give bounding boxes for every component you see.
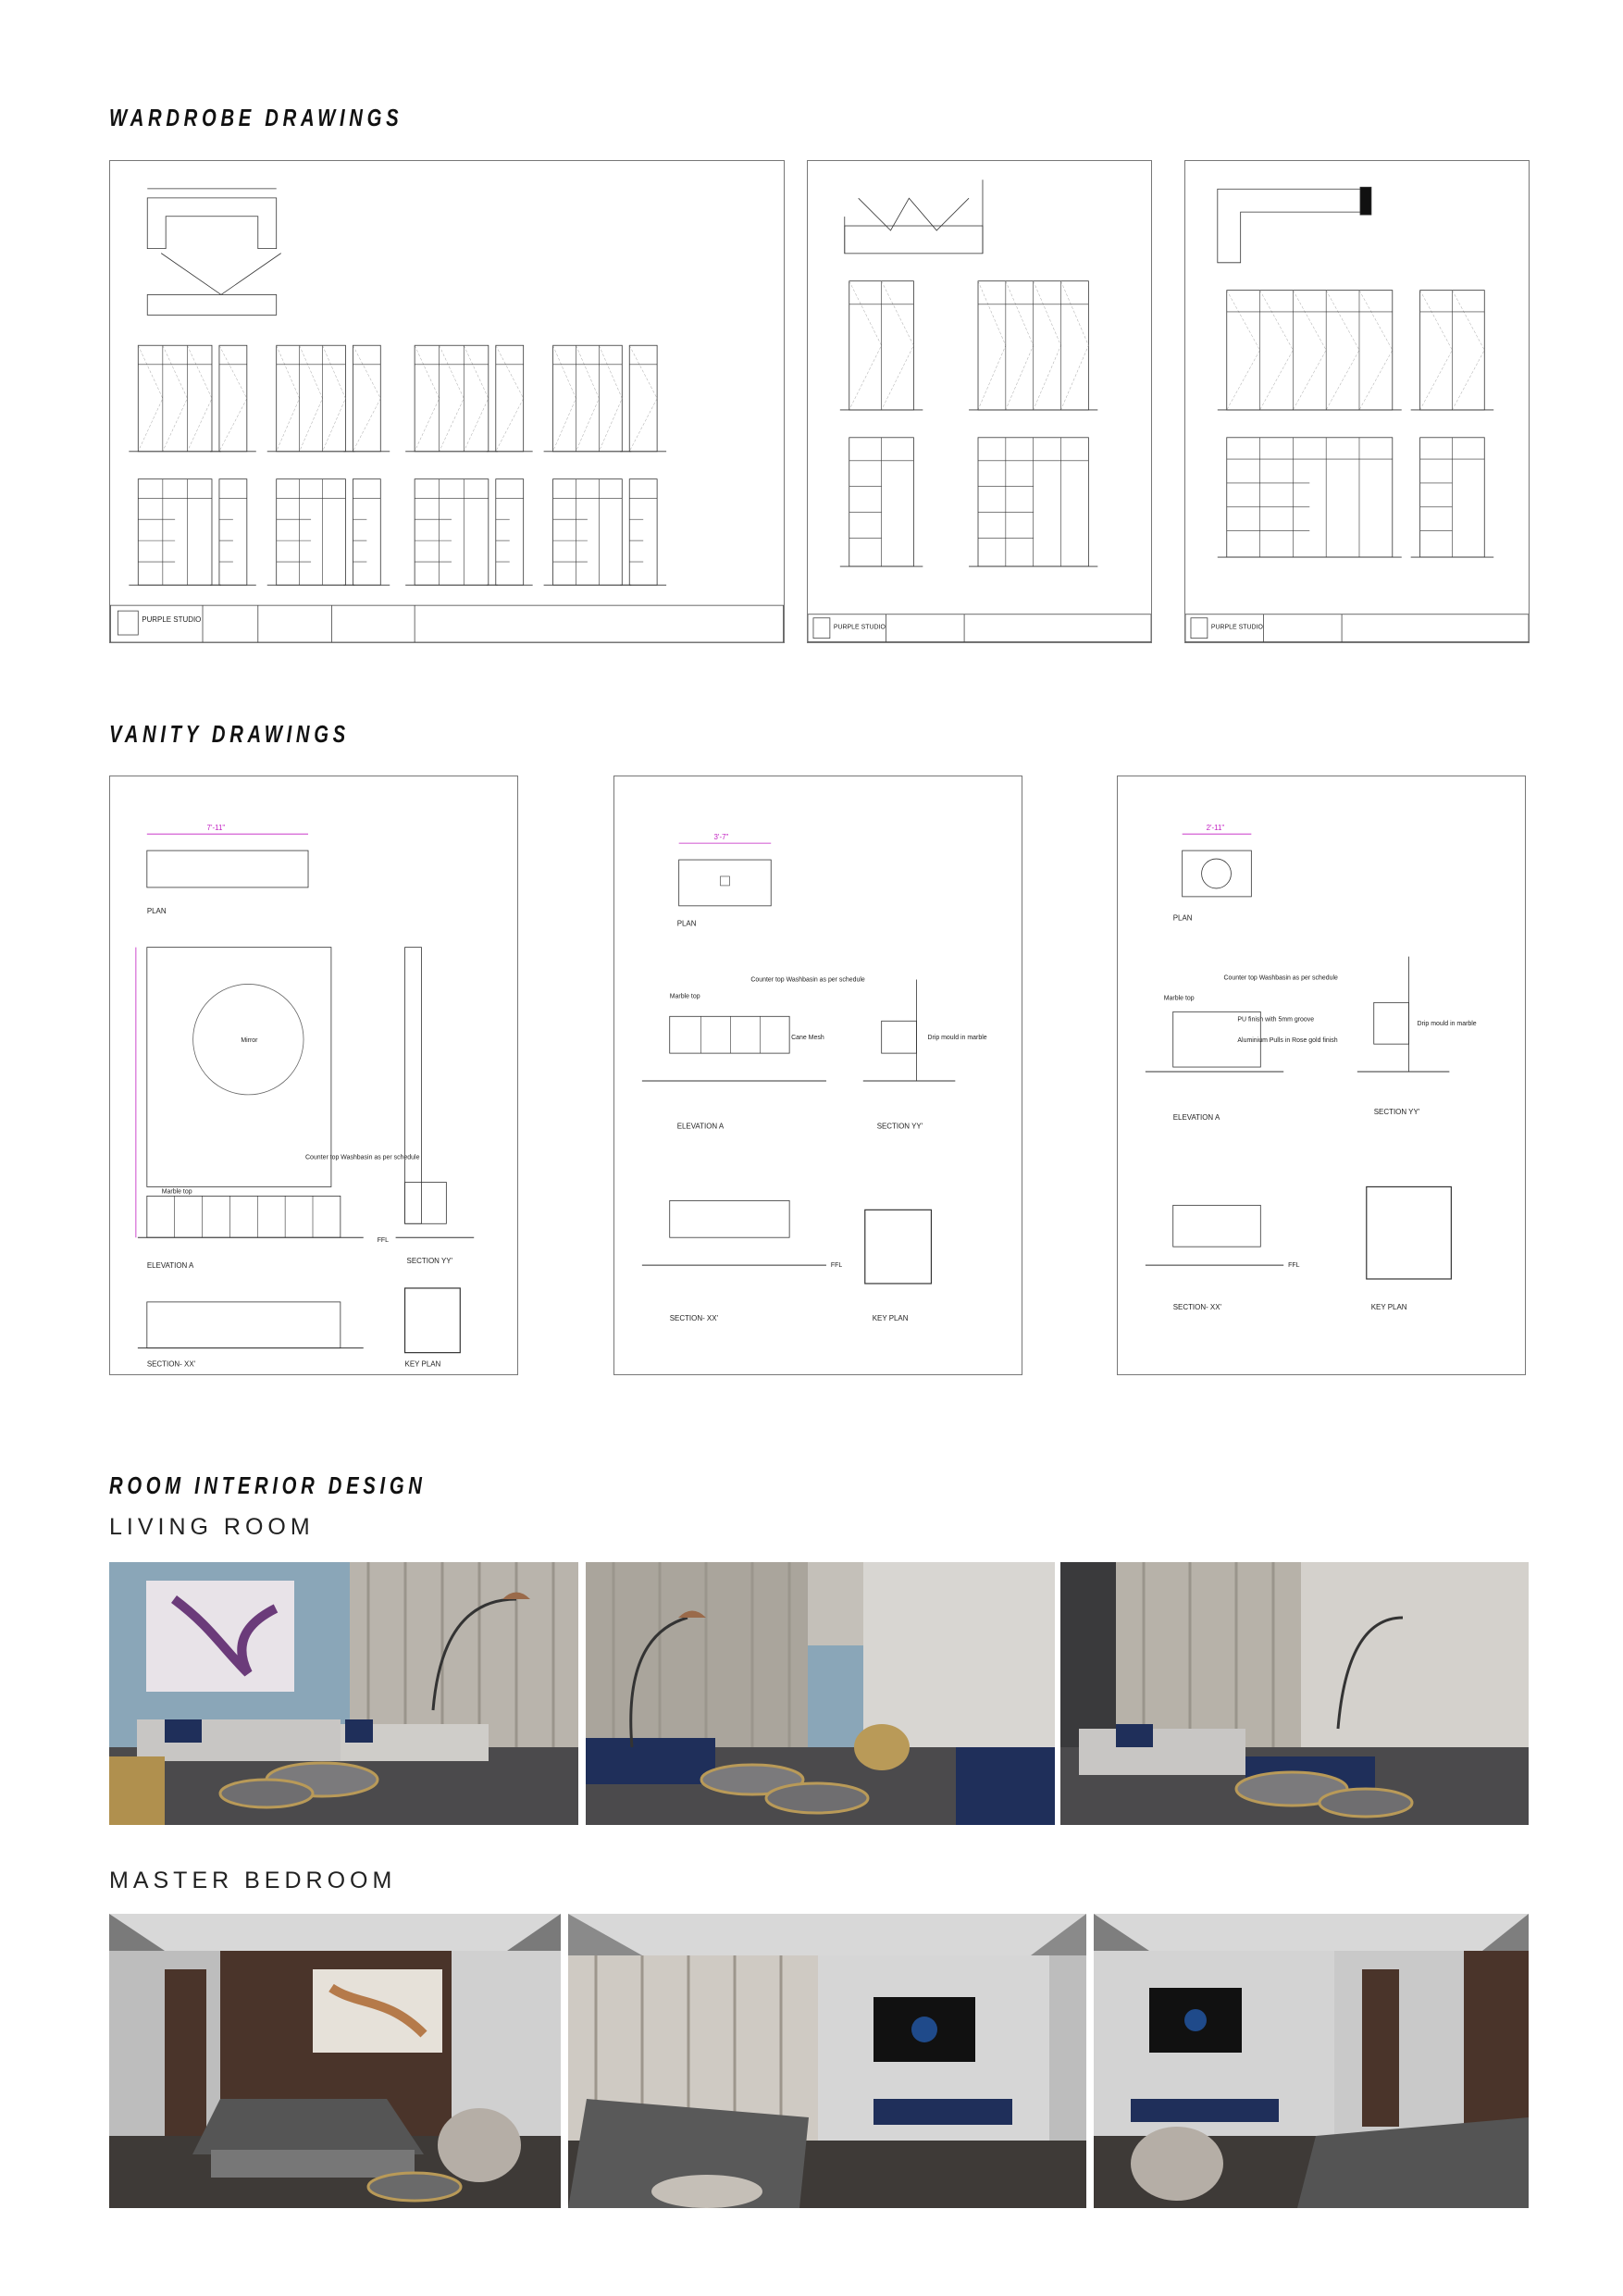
vanity3-section-yy-label: SECTION YY' — [1373, 1107, 1420, 1116]
vanity1-section-yy-label: SECTION YY' — [406, 1257, 453, 1266]
vanity-drawing-1 — [110, 776, 517, 1374]
titleblock-studio: PURPLE STUDIO — [833, 624, 886, 631]
vanity1-section-xx-label: SECTION- XX' — [146, 1359, 196, 1369]
living-room-render-1 — [109, 1562, 578, 1825]
vanity2-note-drip: Drip mould in marble — [927, 1035, 987, 1042]
section-title-wardrobe: WARDROBE DRAWINGS — [109, 104, 403, 131]
wardrobe-sheet-3 — [1184, 160, 1530, 643]
vanity3-note-marble: Marble top — [1163, 995, 1195, 1002]
vanity-sheet-3 — [1117, 776, 1526, 1375]
vanity1-note-washbasin: Counter top Washbasin as per schedule — [305, 1154, 420, 1161]
vanity-sheet-1 — [109, 776, 518, 1375]
vanity3-key-plan-label: KEY PLAN — [1370, 1302, 1407, 1311]
titleblock-studio: PURPLE STUDIO — [1210, 624, 1263, 631]
vanity3-note-washbasin: Counter top Washbasin as per schedule — [1223, 974, 1338, 982]
bedroom-render-2 — [568, 1914, 1086, 2208]
vanity3-note-pulls: Aluminium Pulls in Rose gold finish — [1237, 1037, 1338, 1045]
vanity1-note-mirror: Mirror — [241, 1037, 258, 1045]
section-title-vanity: VANITY DRAWINGS — [109, 720, 350, 748]
vanity-drawing-2 — [614, 776, 1022, 1374]
wardrobe-drawing-1 — [110, 161, 784, 642]
vanity2-note-marble: Marble top — [669, 993, 700, 1000]
vanity1-note-marble: Marble top — [161, 1188, 192, 1196]
bedroom-render-1 — [109, 1914, 561, 2208]
wardrobe-sheet-1 — [109, 160, 785, 643]
vanity3-note-ffl: FFL — [1288, 1262, 1300, 1270]
titleblock-studio: PURPLE STUDIO — [142, 615, 202, 625]
vanity1-plan-label: PLAN — [146, 906, 167, 915]
vanity3-note-drip: Drip mould in marble — [1417, 1021, 1477, 1028]
svg-text:7'-11": 7'-11" — [206, 824, 226, 833]
vanity3-plan-label: PLAN — [1172, 913, 1193, 923]
vanity3-elevation-label: ELEVATION A — [1172, 1112, 1220, 1122]
subheading-master-bedroom: MASTER BEDROOM — [109, 1868, 397, 1893]
vanity2-section-yy-label: SECTION YY' — [876, 1122, 923, 1131]
vanity1-note-ffl: FFL — [377, 1237, 390, 1245]
bedroom-render-3 — [1094, 1914, 1529, 2208]
living-room-render-2 — [586, 1562, 1055, 1825]
subheading-living-room: LIVING ROOM — [109, 1514, 315, 1540]
vanity1-key-plan-label: KEY PLAN — [404, 1359, 441, 1369]
wardrobe-drawing-2 — [808, 161, 1151, 642]
vanity3-note-pu: PU finish with 5mm groove — [1237, 1016, 1315, 1024]
vanity-sheet-2 — [613, 776, 1022, 1375]
svg-text:3'-7": 3'-7" — [713, 833, 729, 842]
svg-text:2'-11": 2'-11" — [1206, 824, 1225, 833]
vanity2-key-plan-label: KEY PLAN — [872, 1313, 909, 1322]
vanity2-note-cane: Cane Mesh — [791, 1035, 824, 1042]
vanity2-section-xx-label: SECTION- XX' — [669, 1313, 719, 1322]
vanity1-elevation-label: ELEVATION A — [146, 1261, 194, 1271]
vanity3-section-xx-label: SECTION- XX' — [1172, 1302, 1222, 1311]
vanity2-note-ffl: FFL — [830, 1262, 843, 1270]
vanity2-elevation-label: ELEVATION A — [676, 1122, 725, 1131]
vanity2-plan-label: PLAN — [676, 919, 697, 928]
section-title-room: ROOM INTERIOR DESIGN — [109, 1471, 427, 1499]
wardrobe-sheet-2 — [807, 160, 1152, 643]
wardrobe-drawing-3 — [1185, 161, 1529, 642]
vanity2-note-washbasin: Counter top Washbasin as per schedule — [750, 976, 865, 984]
vanity-drawing-3 — [1118, 776, 1525, 1374]
living-room-render-3 — [1060, 1562, 1529, 1825]
